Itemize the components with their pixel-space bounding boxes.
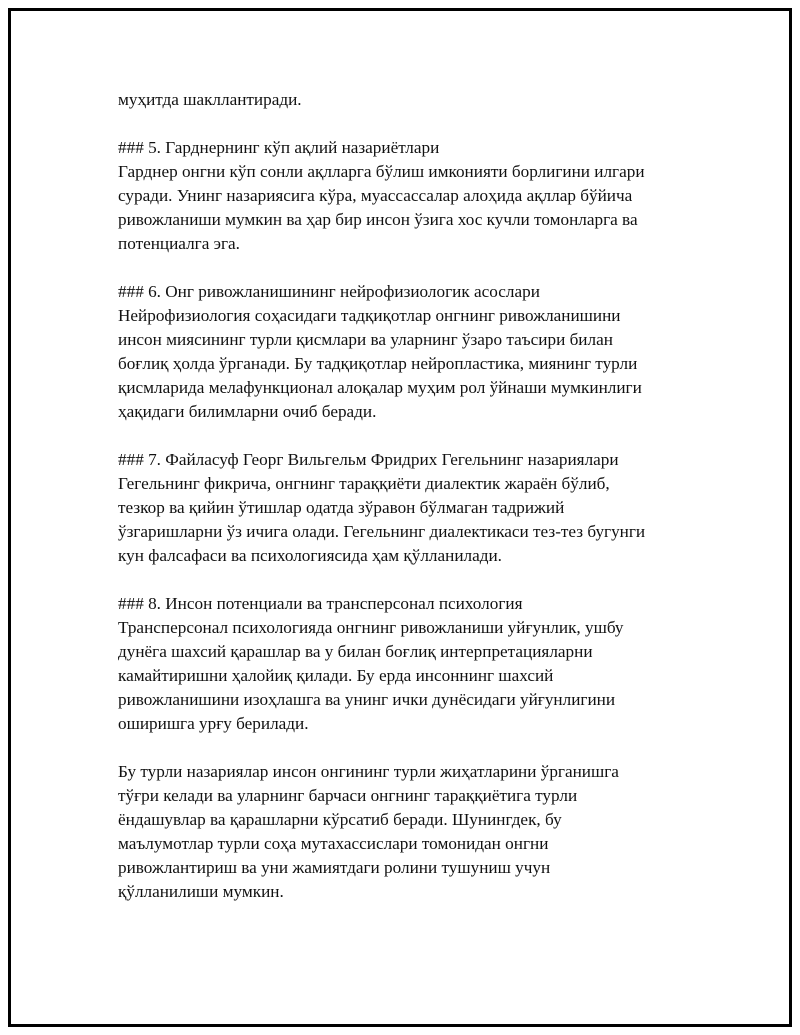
text-line: ривожланишини изоҳлашга ва унинг ички дунёсидаги уйғунлигини [118,690,616,709]
text-line: инсон миясининг турли қисмлари ва уларнинг ўзаро таъсири билан [118,330,613,349]
text-line: дунёга шахсий қарашлар ва у билан боғлиқ интерпретацияларни [118,642,593,661]
section-8 [118,592,698,736]
heading-text: ### 8. Инсон потенциали ва трансперсонал психология [118,594,523,613]
paragraph-text [118,88,698,112]
text-line: тўғри келади ва уларнинг барчаси онгнинг тараққиётига турли [118,786,578,805]
paragraph-conclusion [118,760,698,904]
text-line: қисмларида мелафункционал алоқалар муҳим рол ўйнаши мумкинлиги [118,378,642,397]
section-7 [118,448,698,568]
text-line: Бу турли назариялар инсон онгининг турли жиҳатларини ўрганишга [118,762,619,781]
section-6 [118,280,698,424]
text-line: суради. Унинг назариясига кўра, муассассалар алоҳида ақллар бўйича [118,186,633,205]
text-line: ҳақидаги билимларни очиб беради. [118,402,377,421]
text-line: кун фалсафаси ва психологиясида ҳам қўлланилади. [118,546,502,565]
text-line: қўлланилиши мумкин. [118,882,284,901]
text-line: Трансперсонал психологияда онгнинг ривожланиши уйғунлик, ушбу [118,618,624,637]
text-line: Нейрофизиология соҳасидаги тадқиқотлар онгнинг ривожланишини [118,306,621,325]
section-5 [118,136,698,256]
document-body [118,88,698,928]
paragraph-text [118,472,698,568]
section-heading [118,136,698,160]
text-line: камайтиришни ҳалойиқ қилади. Бу ерда инсоннинг шахсий [118,666,554,685]
text-line: Гегельнинг фикрича, онгнинг тараққиёти диалектик жараён бўлиб, [118,474,610,493]
text-line: потенциалга эга. [118,234,240,253]
heading-text: ### 7. Файласуф Георг Вильгельм Фридрих Гегельнинг назариялари [118,450,619,469]
heading-text: ### 5. Гарднернинг кўп ақлий назариётлари [118,138,440,157]
text-line: ривожлантириш ва уни жамиятдаги ролини тушуниш учун [118,858,551,877]
paragraph-text [118,760,698,904]
text-line: тезкор ва қийин ўтишлар одатда зўравон бўлмаган тадрижий [118,498,565,517]
paragraph-text [118,616,698,736]
text-line: ривожланиши мумкин ва ҳар бир инсон ўзига хос кучли томонларга ва [118,210,638,229]
paragraph-intro-end [118,88,698,112]
text-line: боғлиқ ҳолда ўрганади. Бу тадқиқотлар нейропластика, миянинг турли [118,354,638,373]
heading-text: ### 6. Онг ривожланишининг нейрофизиологик асослари [118,282,540,301]
section-heading [118,448,698,472]
text-line: Гарднер онгни кўп сонли ақлларга бўлиш имконияти борлигини илгари [118,162,645,181]
text-line: маълумотлар турли соҳа мутахассислари томонидан онгни [118,834,549,853]
paragraph-text [118,304,698,424]
text-line: ўзгаришларни ўз ичига олади. Гегельнинг диалектикаси тез-тез бугунги [118,522,646,541]
paragraph-text [118,160,698,256]
text-line: ёндашувлар ва қарашларни кўрсатиб беради. Шунингдек, бу [118,810,562,829]
section-heading [118,280,698,304]
text-line: оширишга урғу берилади. [118,714,309,733]
section-heading [118,592,698,616]
text-line: муҳитда шакллантиради. [118,90,302,109]
